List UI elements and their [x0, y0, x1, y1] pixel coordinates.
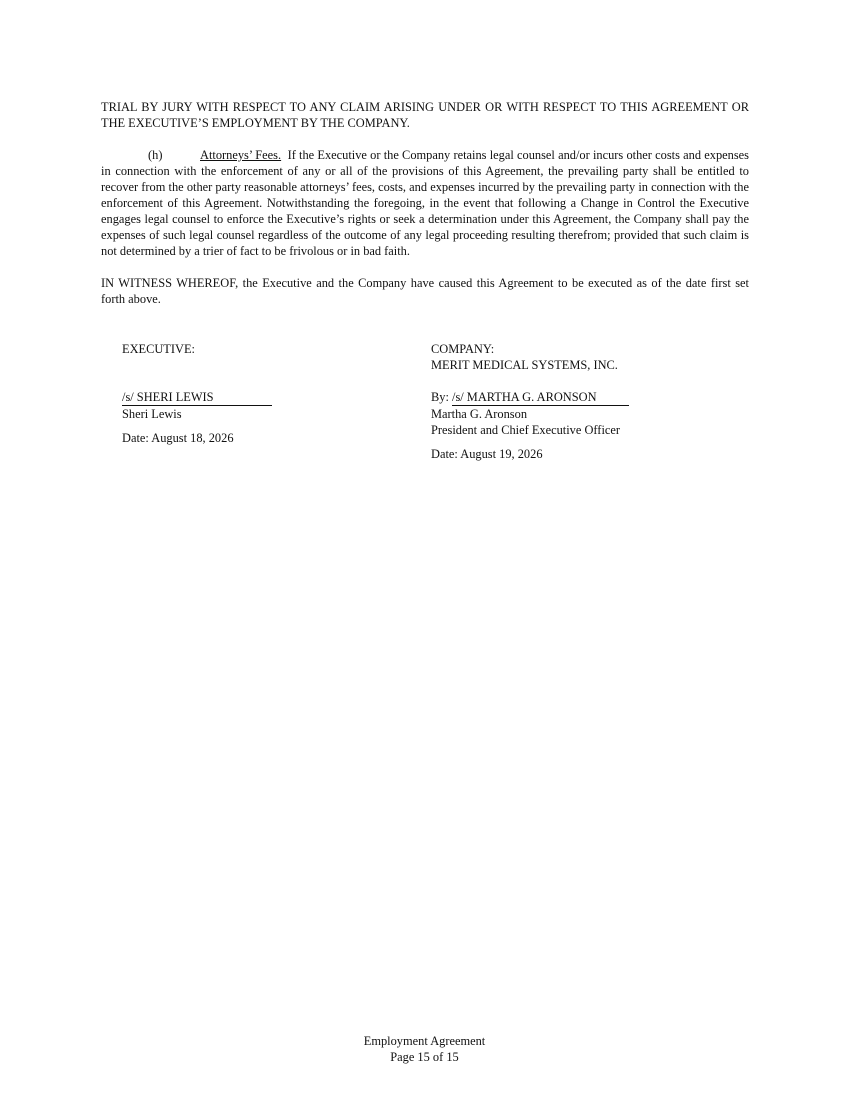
section-number: (h) [148, 148, 163, 162]
company-signature: /s/ MARTHA G. ARONSON [452, 390, 629, 406]
executive-signature-column [122, 341, 422, 446]
company-date: Date: August 19, 2026 [431, 447, 543, 461]
company-signer-title: President and Chief Executive Officer [431, 423, 621, 437]
company-name: MERIT MEDICAL SYSTEMS, INC. [431, 358, 618, 372]
page-footer [0, 1033, 849, 1065]
executive-name: Sheri Lewis [122, 407, 182, 421]
footer-title: Employment Agreement [363, 1034, 486, 1048]
company-label: COMPANY: [431, 342, 495, 356]
jury-waiver-paragraph: TRIAL BY JURY WITH RESPECT TO ANY CLAIM ARISING UNDER OR WITH RESPECT TO THIS AGREEMENT OR THE EXECUTIVE’S EMPLOYMENT BY THE COMPANY. [101, 100, 749, 130]
by-prefix: By: [431, 390, 452, 404]
company-signer-name: Martha G. Aronson [431, 407, 528, 421]
page-number: Page 15 of 15 [390, 1050, 459, 1064]
witness-paragraph: IN WITNESS WHEREOF, the Executive and the Company have caused this Agreement to be executed as of the date first set forth above. [101, 276, 749, 306]
executive-label: EXECUTIVE: [122, 342, 195, 356]
attorneys-fees-paragraph [101, 147, 749, 259]
executive-date: Date: August 18, 2026 [122, 431, 234, 445]
section-heading: Attorneys’ Fees. [200, 148, 282, 162]
company-signature-column [431, 341, 749, 462]
signature-block [101, 341, 749, 481]
section-body: If the Executive or the Company retains legal counsel and/or incurs other costs and expenses in connection with the enforcement of any or all of the provisions of this Agreement, the prevailing party shall be entitled to recover from the other party reasonable attorneys’ fees, costs, and expenses incurred by the prevailing party in connection with the enforcement of this Agreement. Notwithstanding the foregoing, in the event that following a Change in Control the Executive engages legal counsel to enforce the Executive’s rights or seek a determination under this Agreement, the Company shall pay the expenses of such legal counsel regardless of the outcome of any legal proceeding resulting therefrom; provided that such claim is not determined by a trier of fact to be frivolous or in bad faith. [101, 148, 749, 258]
executive-signature: /s/ SHERI LEWIS [122, 390, 272, 406]
document-body [101, 99, 749, 461]
